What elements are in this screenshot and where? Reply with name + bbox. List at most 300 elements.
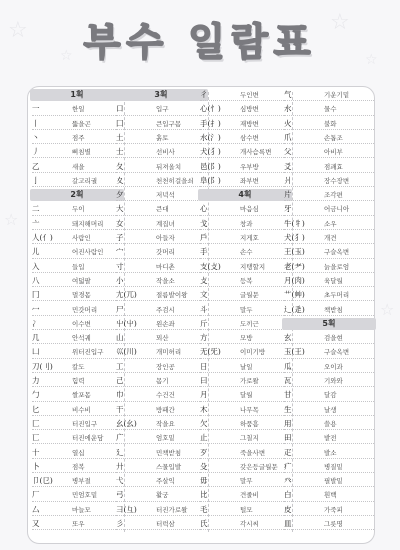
radical-character: 斗 <box>200 304 208 314</box>
radical-name: 나무목 <box>240 405 259 414</box>
radical-name: 심방변 <box>240 105 259 114</box>
radical-character: 亅 <box>32 175 40 185</box>
row-divider <box>284 115 374 116</box>
radical-name: 작을요 <box>156 419 175 428</box>
row-divider <box>32 229 122 230</box>
radical-name: 큰입구몸 <box>156 119 182 128</box>
radical-name: 칼도 <box>72 362 85 371</box>
radical-name: 글월문 <box>240 291 259 300</box>
radical-name: 기와와 <box>324 377 343 385</box>
radical-character: 山 <box>116 333 124 343</box>
radical-name: 육달월 <box>324 276 343 285</box>
row-divider <box>116 458 206 459</box>
radical-name: 쌀포몸 <box>72 391 91 400</box>
row-divider <box>116 129 206 130</box>
radical-name: 털모 <box>240 505 253 514</box>
radical-row <box>30 274 124 288</box>
radical-name: 하품흠 <box>240 419 259 428</box>
radical-character: 阜(阝) <box>200 175 221 185</box>
radical-name: 점주 <box>72 133 85 142</box>
radical-row <box>198 117 292 131</box>
row-divider <box>32 343 122 344</box>
row-divider <box>284 443 374 444</box>
radical-character: 片 <box>284 190 292 200</box>
row-divider <box>116 157 206 158</box>
radical-character: 宀 <box>116 247 124 257</box>
row-divider <box>200 300 290 301</box>
radical-character: 月(肉) <box>284 275 305 285</box>
radical-row <box>30 446 124 460</box>
row-divider <box>200 501 290 502</box>
row-divider <box>284 529 374 530</box>
radical-character: 夊 <box>116 175 124 185</box>
radical-character: 入 <box>32 261 40 271</box>
radical-row <box>198 446 292 460</box>
radical-row <box>282 417 376 431</box>
radical-name: 삼수변 <box>240 133 259 142</box>
row-divider <box>284 229 374 230</box>
radical-name: 병질밑 <box>324 462 343 471</box>
row-divider <box>200 415 290 416</box>
radical-name: 병부절 <box>72 477 91 486</box>
radical-character: 心 <box>200 204 208 214</box>
radical-name: 계집녀 <box>156 219 175 228</box>
radical-character: 丨 <box>32 118 40 128</box>
radical-row <box>114 374 208 388</box>
radical-row <box>282 231 376 245</box>
radical-row <box>282 303 376 317</box>
row-divider <box>32 501 122 502</box>
row-divider <box>116 401 206 402</box>
star-decoration-icon: ☆ <box>380 300 395 319</box>
row-divider <box>284 186 374 187</box>
star-decoration-icon: ☆ <box>4 210 19 229</box>
radical-name: 각시씨 <box>240 520 259 528</box>
radical-name: 개미허리 <box>156 348 182 357</box>
row-divider <box>32 443 122 444</box>
row-divider <box>200 315 290 316</box>
row-divider <box>116 486 206 487</box>
radical-character: 心(忄) <box>200 104 221 114</box>
radical-name: 개견 <box>324 234 337 242</box>
radical-row <box>198 331 292 345</box>
row-divider <box>116 172 206 173</box>
radical-character: 夂 <box>116 161 124 171</box>
radical-row <box>198 417 292 431</box>
row-divider <box>284 100 374 101</box>
radical-row <box>30 317 124 331</box>
radical-character: 殳 <box>200 461 208 471</box>
radical-name: 흰백 <box>324 491 337 500</box>
radical-character: 冫 <box>32 318 40 328</box>
radical-character: 巛(川) <box>116 347 137 357</box>
radical-name: 터진입구 <box>72 419 98 428</box>
radical-name: 왼손좌 <box>156 319 175 328</box>
radical-name: 창과 <box>240 219 253 228</box>
row-divider <box>116 343 206 344</box>
radical-character: 冂 <box>32 290 40 300</box>
radical-row <box>114 231 208 245</box>
row-divider <box>200 386 290 387</box>
radical-row <box>198 374 292 388</box>
radical-character: 手 <box>200 247 208 257</box>
radical-character: 匚 <box>32 418 40 428</box>
radical-row <box>114 460 208 474</box>
row-divider <box>32 143 122 144</box>
radical-row <box>30 117 124 131</box>
radical-name: 위터진입구 <box>72 348 104 357</box>
radical-character: 毛 <box>200 504 208 514</box>
row-divider <box>284 200 374 201</box>
radical-character: 皿 <box>284 519 292 528</box>
radical-character: 瓦 <box>284 376 292 385</box>
radical-character: 彳 <box>200 90 208 99</box>
radical-name: 점괘효 <box>324 162 343 171</box>
radical-name: 말두 <box>240 305 253 314</box>
radical-character: 生 <box>284 404 292 414</box>
radical-character: 女 <box>116 218 124 228</box>
radical-character: 力 <box>32 376 40 385</box>
row-divider <box>32 315 122 316</box>
row-divider <box>284 415 374 416</box>
radical-character: 土 <box>116 132 124 142</box>
radical-character: 工 <box>116 361 124 371</box>
radical-name: 기운기밑 <box>324 91 350 99</box>
radical-row <box>114 303 208 317</box>
radical-name: 여덟팔 <box>72 276 91 285</box>
row-divider <box>32 215 122 216</box>
radical-character: 辶(辵) <box>284 304 305 314</box>
radical-character: 儿 <box>32 247 40 257</box>
row-divider <box>116 429 206 430</box>
radical-row <box>198 102 292 116</box>
radical-character: 一 <box>32 104 40 114</box>
radical-character: 支(攴) <box>200 261 221 271</box>
radical-character: 又 <box>32 519 40 528</box>
radical-name: 그칠지 <box>240 434 259 443</box>
radical-name: 구슬옥변 <box>324 348 350 357</box>
radical-row <box>282 517 376 531</box>
row-divider <box>200 458 290 459</box>
radical-row <box>282 117 376 131</box>
row-divider <box>32 258 122 259</box>
radical-character: 丶 <box>32 132 40 142</box>
radical-name: 물수 <box>324 105 337 114</box>
radical-name: 책받침 <box>324 305 343 314</box>
radical-name: 달감 <box>324 391 337 400</box>
radical-row <box>282 217 376 231</box>
radical-character: 乙 <box>32 161 40 171</box>
radical-row <box>198 503 292 517</box>
radical-character: 水(氵) <box>200 132 221 142</box>
row-divider <box>200 472 290 473</box>
radical-row <box>30 131 124 145</box>
row-divider <box>284 486 374 487</box>
radical-row <box>198 303 292 317</box>
radical-character: 十 <box>32 447 40 457</box>
radical-row <box>114 431 208 445</box>
radical-name: 안석궤 <box>72 334 91 343</box>
radical-character: 月 <box>200 390 208 400</box>
radical-character: 人(亻) <box>32 233 53 242</box>
radical-character: 匕 <box>32 404 40 414</box>
row-divider <box>116 258 206 259</box>
radical-character: 田 <box>284 433 292 443</box>
star-decoration-icon: ☆ <box>365 52 378 68</box>
row-divider <box>116 529 206 530</box>
radical-character: 牙 <box>284 204 292 214</box>
radical-name: 어금니아 <box>324 205 350 214</box>
radical-character: 犬(犭) <box>284 233 305 242</box>
row-divider <box>116 143 206 144</box>
row-divider <box>116 329 206 330</box>
radical-name: 필발밑 <box>324 477 343 486</box>
radical-character: 玄 <box>284 333 292 343</box>
stroke-count-header: 3획 <box>114 89 208 101</box>
row-divider <box>284 243 374 244</box>
radical-row <box>198 431 292 445</box>
radical-row <box>114 145 208 159</box>
row-divider <box>200 286 290 287</box>
radical-name: 늙을로엄 <box>324 262 350 271</box>
radical-character: 囗 <box>116 118 124 128</box>
radical-name: 아비부 <box>324 148 343 157</box>
radical-character: 八 <box>32 275 40 285</box>
radical-name: 등복 <box>240 276 253 285</box>
radical-row <box>30 488 124 502</box>
radical-name: 이미기방 <box>240 348 266 357</box>
radical-row <box>114 245 208 259</box>
radical-character: 父 <box>284 147 292 157</box>
radical-row <box>198 160 292 174</box>
radical-row <box>198 517 292 531</box>
radical-name: 수건건 <box>156 391 175 400</box>
radical-character: 止 <box>200 433 208 443</box>
radical-row <box>282 160 376 174</box>
radical-row <box>198 231 292 245</box>
radical-character: 弋 <box>116 476 124 486</box>
radical-character: 牛(牜) <box>284 218 305 228</box>
row-divider <box>200 429 290 430</box>
stroke-count-header: 4획 <box>198 189 292 201</box>
radical-character: 二 <box>32 204 40 214</box>
radical-column-4 <box>282 88 376 536</box>
radical-name: 입구 <box>156 105 169 114</box>
radical-row <box>30 403 124 417</box>
radical-row <box>114 474 208 488</box>
radical-character: 斤 <box>200 318 208 328</box>
radical-column-2 <box>114 88 208 536</box>
row-divider <box>200 215 290 216</box>
radical-character: 方 <box>200 333 208 343</box>
radical-character: 夕 <box>116 190 124 200</box>
row-divider <box>116 286 206 287</box>
radical-row <box>114 403 208 417</box>
radical-name: 절름발이왕 <box>156 291 188 300</box>
radical-name: 조각편 <box>324 191 343 200</box>
radical-character: 凵 <box>32 347 40 357</box>
row-divider <box>32 243 122 244</box>
radical-name: 마디촌 <box>156 262 175 271</box>
radical-character: 干 <box>116 404 124 414</box>
radical-name: 날생 <box>324 405 337 414</box>
row-divider <box>284 501 374 502</box>
row-divider <box>200 343 290 344</box>
radical-name: 작을소 <box>156 276 175 285</box>
radical-name: 손수 <box>240 248 253 257</box>
page-title: 부수 일람표 <box>83 20 317 64</box>
radical-character: 艹(艸) <box>284 290 305 300</box>
radical-name: 흙토 <box>156 133 169 142</box>
row-divider <box>284 358 374 359</box>
row-divider <box>116 372 206 373</box>
radical-row <box>282 260 376 274</box>
radical-row <box>114 345 208 359</box>
row-divider <box>32 515 122 516</box>
row-divider <box>200 172 290 173</box>
radical-character: 木 <box>200 404 208 414</box>
radical-character: 爿 <box>284 175 292 185</box>
radical-row <box>198 245 292 259</box>
radical-name: 주검시 <box>156 305 175 314</box>
row-divider <box>284 458 374 459</box>
radical-character: 比 <box>200 490 208 500</box>
radical-row <box>30 288 124 302</box>
radical-character: 火 <box>284 118 292 128</box>
row-divider <box>116 115 206 116</box>
row-divider <box>32 272 122 273</box>
row-divider <box>32 529 122 530</box>
row-divider <box>200 486 290 487</box>
radical-column-3 <box>198 88 292 536</box>
radical-character: 厶 <box>32 504 40 514</box>
radical-character: 勹 <box>32 390 40 400</box>
radical-name: 점복 <box>72 462 85 471</box>
radical-character: 文 <box>200 290 208 300</box>
row-divider <box>284 372 374 373</box>
radical-name: 날일 <box>240 362 253 371</box>
radical-row <box>114 260 208 274</box>
radical-character: 癶 <box>284 476 292 486</box>
radical-name: 어진사람인 <box>72 248 104 257</box>
radical-character: 尸 <box>116 304 124 314</box>
radical-name: 스물입발 <box>156 462 182 471</box>
row-divider <box>116 501 206 502</box>
radical-character: 小 <box>116 275 124 285</box>
radical-row <box>282 374 376 388</box>
radical-character: 毋 <box>200 476 208 486</box>
radical-name: 소우 <box>324 219 337 228</box>
radical-row <box>282 274 376 288</box>
radical-row <box>282 131 376 145</box>
stroke-count-header: 5획 <box>282 318 376 330</box>
radical-row <box>198 488 292 502</box>
radical-character: 匸 <box>32 433 40 443</box>
radical-name: 엄호밑 <box>156 434 175 443</box>
radical-character: 刀(刂) <box>32 361 53 371</box>
radical-row <box>114 217 208 231</box>
row-divider <box>32 472 122 473</box>
radical-name: 두인변 <box>240 91 259 99</box>
radical-row <box>30 160 124 174</box>
radical-character: 幺(幺) <box>116 418 137 428</box>
radical-row <box>30 303 124 317</box>
radical-character: 玉(王) <box>284 347 305 357</box>
radical-name: 밭전 <box>324 434 337 443</box>
star-decoration-icon: ☆ <box>330 10 350 35</box>
radical-name: 갖은등글월문 <box>240 462 278 471</box>
radical-row <box>198 388 292 402</box>
radical-character: 无(旡) <box>200 347 221 357</box>
radical-row <box>114 160 208 174</box>
radical-name: 힘력 <box>72 377 85 385</box>
radical-character: 皮 <box>284 504 292 514</box>
radical-row <box>282 431 376 445</box>
radical-row <box>30 503 124 517</box>
radical-character: 屮(屮) <box>116 318 137 328</box>
radical-column-1 <box>30 88 124 536</box>
star-decoration-icon: ☆ <box>8 18 28 43</box>
radical-name: 뫼산 <box>156 334 169 343</box>
row-divider <box>32 300 122 301</box>
row-divider <box>200 329 290 330</box>
row-divider <box>284 157 374 158</box>
row-divider <box>284 272 374 273</box>
row-divider <box>200 243 290 244</box>
row-divider <box>116 200 206 201</box>
radical-character: 疋 <box>284 447 292 457</box>
radical-row <box>282 345 376 359</box>
radical-name: 도끼근 <box>240 319 259 328</box>
radical-character: 彡 <box>116 519 124 528</box>
row-divider <box>116 300 206 301</box>
radical-name: 지게호 <box>240 234 259 242</box>
radical-name: 초두머리 <box>324 291 350 300</box>
row-divider <box>116 272 206 273</box>
radical-name: 불화 <box>324 119 337 128</box>
radical-row <box>30 331 124 345</box>
radical-row <box>30 260 124 274</box>
row-divider <box>284 129 374 130</box>
radical-name: 손톱조 <box>324 133 343 142</box>
radical-row <box>30 345 124 359</box>
row-divider <box>200 529 290 530</box>
radical-row <box>30 231 124 245</box>
radical-row <box>114 446 208 460</box>
radical-row <box>198 345 292 359</box>
radical-name: 우부방 <box>240 162 259 171</box>
radical-name: 민책받침 <box>156 448 182 457</box>
radical-name: 죽을사변 <box>240 448 266 457</box>
row-divider <box>284 472 374 473</box>
radical-character: 歹 <box>200 447 208 457</box>
row-divider <box>32 372 122 373</box>
radical-row <box>114 131 208 145</box>
radical-character: 口 <box>116 104 124 114</box>
radical-name: 발소 <box>324 448 337 457</box>
radical-name: 몸기 <box>156 377 169 385</box>
radical-character: 寸 <box>116 261 124 271</box>
radical-name: 돼지해머리 <box>72 219 104 228</box>
radical-name: 터럭삼 <box>156 520 175 528</box>
row-divider <box>116 315 206 316</box>
radical-row <box>114 317 208 331</box>
radical-name: 재방변 <box>240 119 259 128</box>
radical-character: 弓 <box>116 490 124 500</box>
radical-character: 己 <box>116 376 124 385</box>
row-divider <box>200 272 290 273</box>
radical-row <box>114 331 208 345</box>
